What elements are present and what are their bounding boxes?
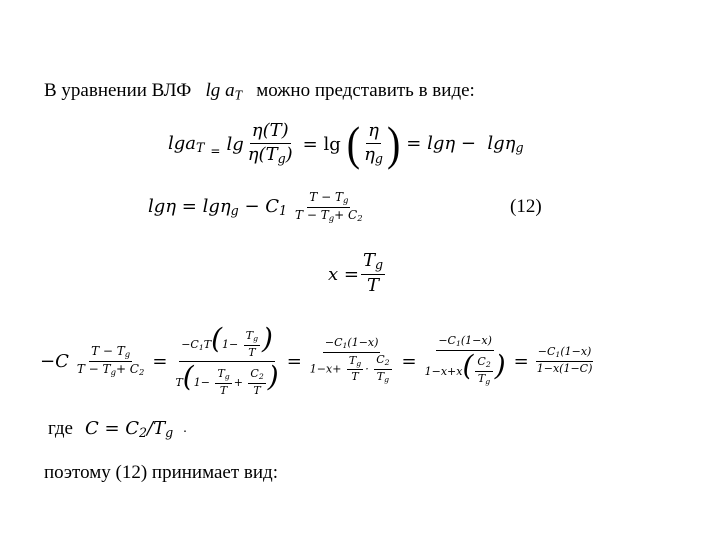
final-line: поэтому (12) принимает вид: — [44, 462, 278, 483]
intro-text-before: В уравнении ВЛФ — [44, 80, 192, 101]
intro-term-a: a — [225, 80, 235, 101]
equation-chain: −C $\frac{T - T_g}{T - T_g+ C_2}$ = $-C_1T(1-$ $\frac{T_g}{T}$ ) T(1− $\frac{T_g}{T}$ + $\frac{C_2}{T}$ ) = $-C_1(1-x)$ 1−x+ $\frac{T_g}{T}$ · $\frac{C_2}{T_g}$ = $-C_1(1-x)$ 1−x+x( $\frac{C_2}{T_g}$ ) = $\frac{-C_1(1-x)}{1-x(1-C)}$ — [40, 321, 593, 397]
where-dot: . — [183, 421, 187, 436]
equation-12: $\lg\eta = \lg\eta_g - C_1$ $\frac{T - T_g}{T - T_g+ C_2}$ — [148, 189, 363, 223]
intro-line — [44, 80, 475, 103]
intro-term-sub: T — [234, 87, 242, 103]
equation-lg-aT: lga$_T$ = lg $\frac{\eta(T)}{\eta(T_g)}$ = lg ( $\frac{\eta}{\eta_g}$ ) = lgη − lgη$_g$ — [168, 116, 524, 171]
intro-term-lg: lg — [205, 80, 221, 101]
intro-text-after: можно представить в виде: — [256, 80, 475, 101]
where-line: где $C = C_2/T_g$ . — [48, 417, 187, 441]
equation-x: x = $\frac{T_g}{T}$ — [328, 250, 384, 296]
where-label: где — [48, 418, 73, 439]
equation-number: (12) — [510, 196, 542, 217]
